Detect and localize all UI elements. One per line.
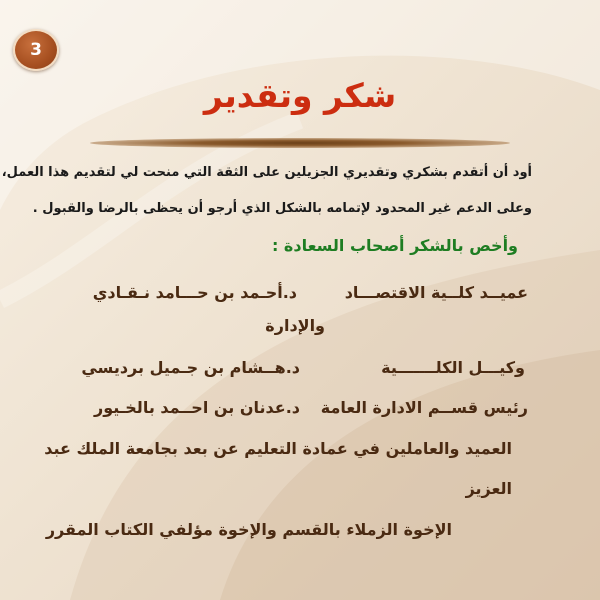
- dean-line-2: العزيز: [465, 479, 512, 498]
- name-entry-1-position-cont: والإدارة: [265, 316, 325, 335]
- name-entry-3-position: رئيس قســم الادارة العامة: [320, 398, 528, 417]
- page-title: شكر وتقدير: [203, 76, 397, 115]
- intro-line-2: وعلى الدعم غير المحدود لإتمامه بالشكل الذي أرجو أن يحظى بالرضا والقبول .: [32, 201, 532, 216]
- special-thanks-heading: وأخص بالشكر أصحاب السعادة :: [271, 236, 518, 255]
- page-number-badge: 3: [13, 29, 59, 71]
- name-entry-3-name: د.عدنان بن احــمد بالخـيور: [94, 398, 300, 417]
- name-entry-2-position: وكيـــل الكلـــــــية: [381, 358, 525, 377]
- colleagues-line: الإخوة الزملاء بالقسم والإخوة مؤلفي الكتاب المقرر: [45, 520, 452, 539]
- name-entry-1-position: عميــد كلــية الاقتصـــاد: [344, 283, 528, 302]
- name-entry-2-name: د.هــشام بن جـميل برديسي: [81, 358, 300, 377]
- title-divider: [90, 138, 510, 148]
- name-entry-1-name: د.أحـمد بن حـــامد نـقـادي: [92, 283, 297, 302]
- intro-line-1: أود أن أتقدم بشكري وتقديري الجزيلين على الثقة التي منحت لي لتقديم هذا العمل،: [1, 165, 532, 180]
- dean-line-1: العميد والعاملين في عمادة التعليم عن بعد بجامعة الملك عبد: [44, 439, 512, 458]
